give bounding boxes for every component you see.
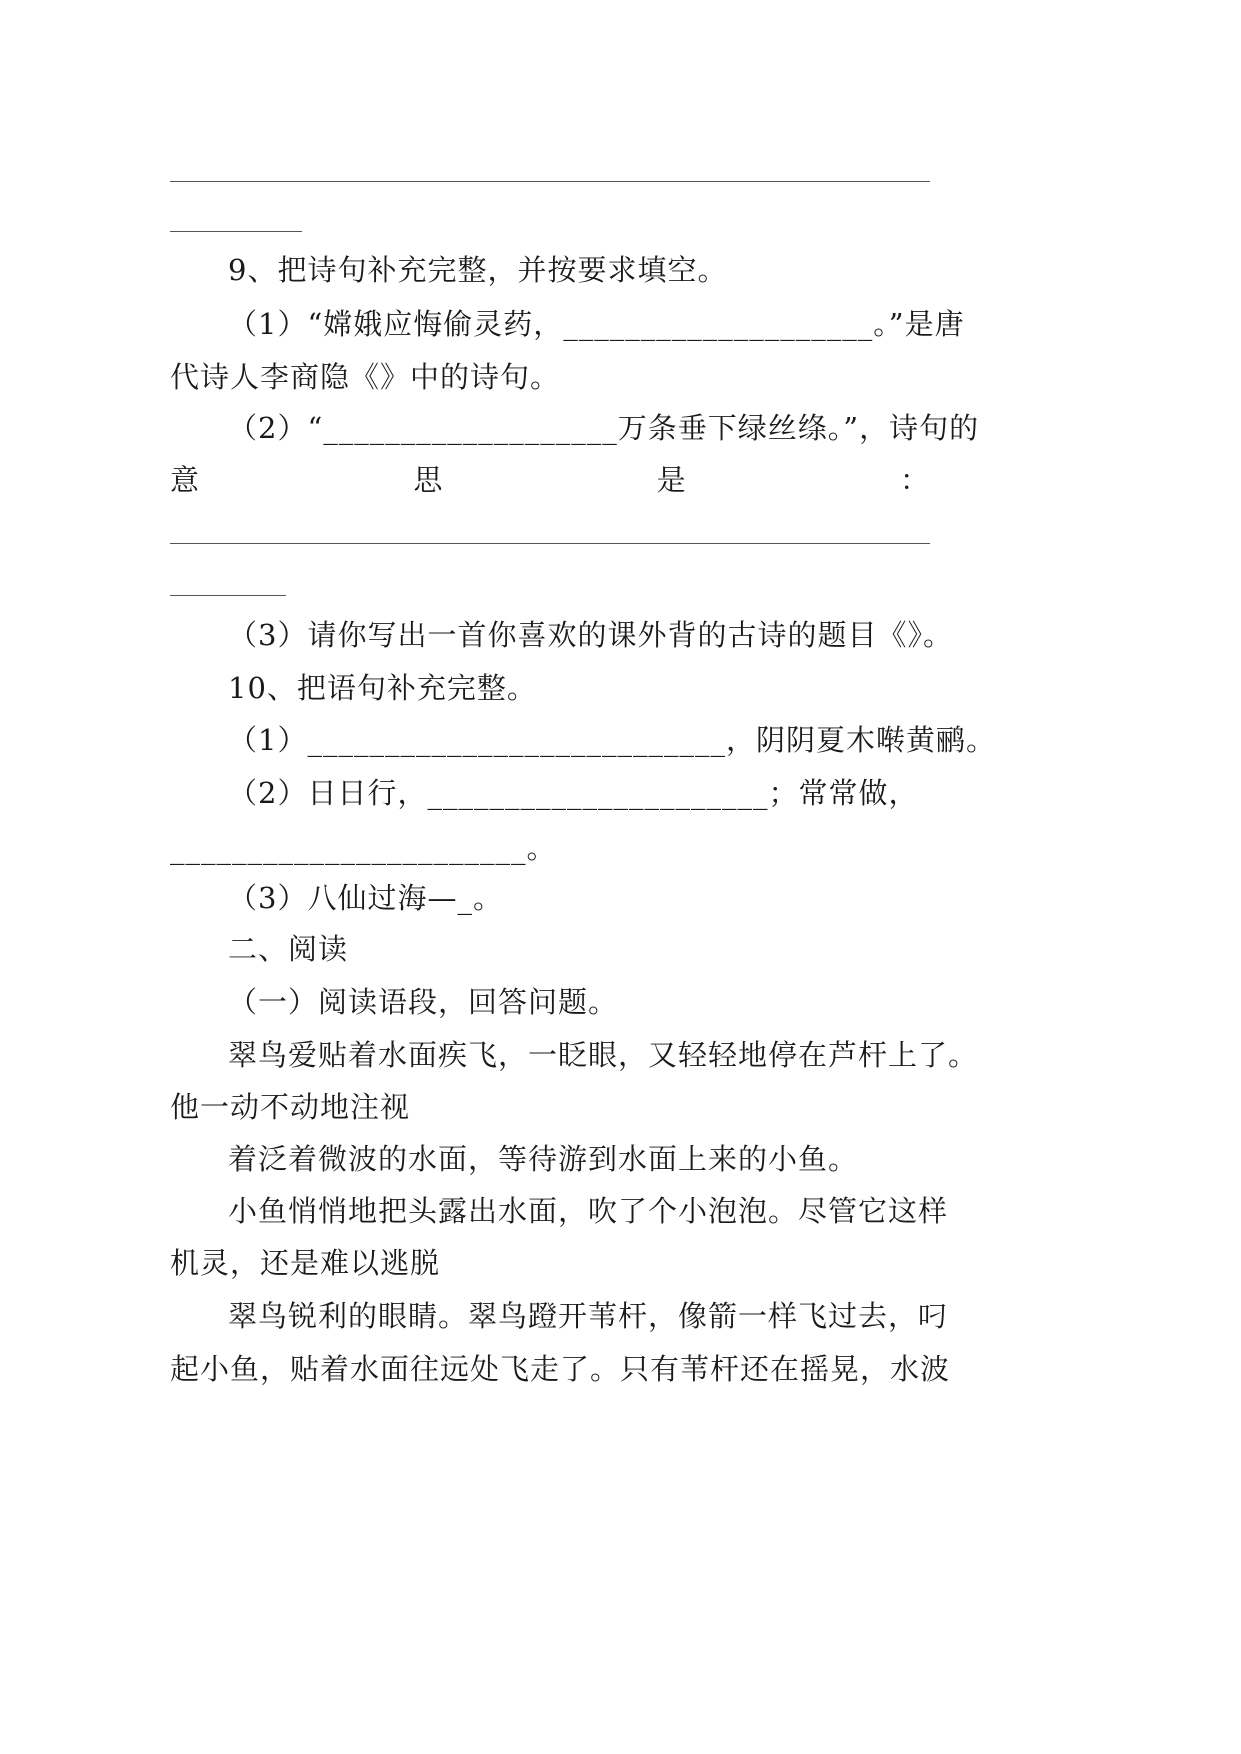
justified-char: 是: [656, 463, 687, 497]
answer-line: [170, 595, 286, 596]
question-9-2-line1: （2）“___________________万条垂下绿丝绦。”，诗句的: [228, 411, 980, 445]
question-10-2: （2）日日行，______________________；常常做，: [228, 776, 919, 810]
question-9-3: （3）请你写出一首你喜欢的课外背的古诗的题目《》。: [228, 618, 953, 652]
question-9-title: 9、把诗句补充完整，并按要求填空。: [228, 253, 728, 287]
passage-line: 他一动不动地注视: [170, 1090, 411, 1124]
question-10-title: 10、把语句补充完整。: [228, 671, 537, 705]
reading-title: （一）阅读语段，回答问题。: [228, 985, 619, 1019]
question-10-1: （1）___________________________，阴阴夏木啭黄鹂。: [228, 723, 996, 757]
question-9-1-line2: 代诗人李商隐《》中的诗句。: [170, 360, 561, 394]
question-9-1-line1: （1）“嫦娥应悔偷灵药，____________________。”是唐: [228, 307, 965, 341]
passage-line: 翠鸟锐利的眼睛。翠鸟蹬开苇杆，像箭一样飞过去，叼: [228, 1299, 949, 1333]
passage-line: 起小鱼，贴着水面往远处飞走了。只有苇杆还在摇晃，水波: [170, 1352, 951, 1386]
passage-line: 翠鸟爱贴着水面疾飞，一眨眼，又轻轻地停在芦杆上了。: [228, 1038, 979, 1072]
question-10-3: （3）八仙过海—_。: [228, 881, 503, 915]
answer-line: [170, 181, 930, 182]
answer-line: [170, 543, 930, 544]
section-heading: 二、阅读: [228, 932, 349, 966]
passage-line: 着泛着微波的水面，等待游到水面上来的小鱼。: [228, 1142, 859, 1176]
passage-line: 机灵，还是难以逃脱: [170, 1246, 441, 1280]
question-10-2-continued: _______________________。: [170, 831, 557, 865]
justified-char: 意: [170, 463, 201, 497]
answer-line: [170, 231, 302, 232]
passage-line: 小鱼悄悄地把头露出水面，吹了个小泡泡。尽管它这样: [228, 1194, 949, 1228]
question-9-2-justified-line: [170, 460, 930, 500]
justified-char: ：: [899, 463, 930, 497]
justified-char: 思: [413, 463, 444, 497]
